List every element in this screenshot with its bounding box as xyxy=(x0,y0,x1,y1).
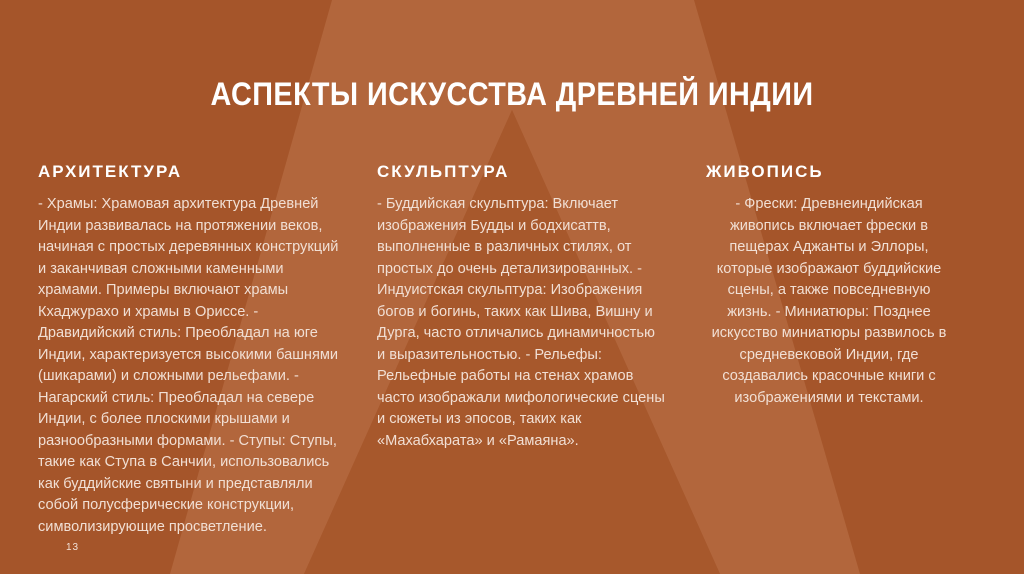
page-number: 13 xyxy=(66,542,80,553)
column-heading: ЖИВОПИСЬ xyxy=(706,162,824,181)
slide-title: АСПЕКТЫ ИСКУССТВА ДРЕВНЕЙ ИНДИИ xyxy=(210,76,814,112)
column-heading: СКУЛЬПТУРА xyxy=(377,162,510,181)
column-body-text: - Фрески: Древнеиндийская живопись включает фрески в пещерах Аджанты и Эллоры, которые изображают буддийские сцены, а также повседневную жизнь. - Миниатюры: Позднее искусство миниатюры развилось в средневековой Индии, где создавались красочные книги с изображениями и текстами. xyxy=(711,196,947,406)
column-sculpture xyxy=(377,160,667,452)
column-architecture xyxy=(38,160,340,538)
column-body-text: - Храмы: Храмовая архитектура Древней Индии развивалась на протяжении веков, начиная с простых деревянных конструкций и заканчивая сложными каменными храмами. Примеры включают храмы Кхаджурахо и храмы в Ориссе. - Дравидийский стиль: Преобладал на юге Индии, характеризуется высокими башнями (шикарами) и сложными рельефами. - Нагарский стиль: Преобладал на севере Индии, с более плоскими крышами и разнообразными формами. - Ступы: Ступы, такие как Ступа в Санчии, использовались как буддийские святыни и представляли собой полусферические конструкции, символизирующие просветление. xyxy=(38,196,339,535)
column-body-text: - Буддийская скульптура: Включает изображения Будды и бодхисаттв, выполненные в различных стилях, от простых до очень детализированных. - Индуистская скульптура: Изображения богов и богинь, таких как Шива, Вишну и Дурга, часто отличались динамичностью и выразительностью. - Рельефы: Рельефные работы на стенах храмов часто изображали мифологические сцены и сюжеты из эпосов, таких как «Махабхарата» и «Рамаяна». xyxy=(377,196,665,449)
column-heading: АРХИТЕКТУРА xyxy=(38,162,183,181)
column-painting xyxy=(706,160,952,409)
